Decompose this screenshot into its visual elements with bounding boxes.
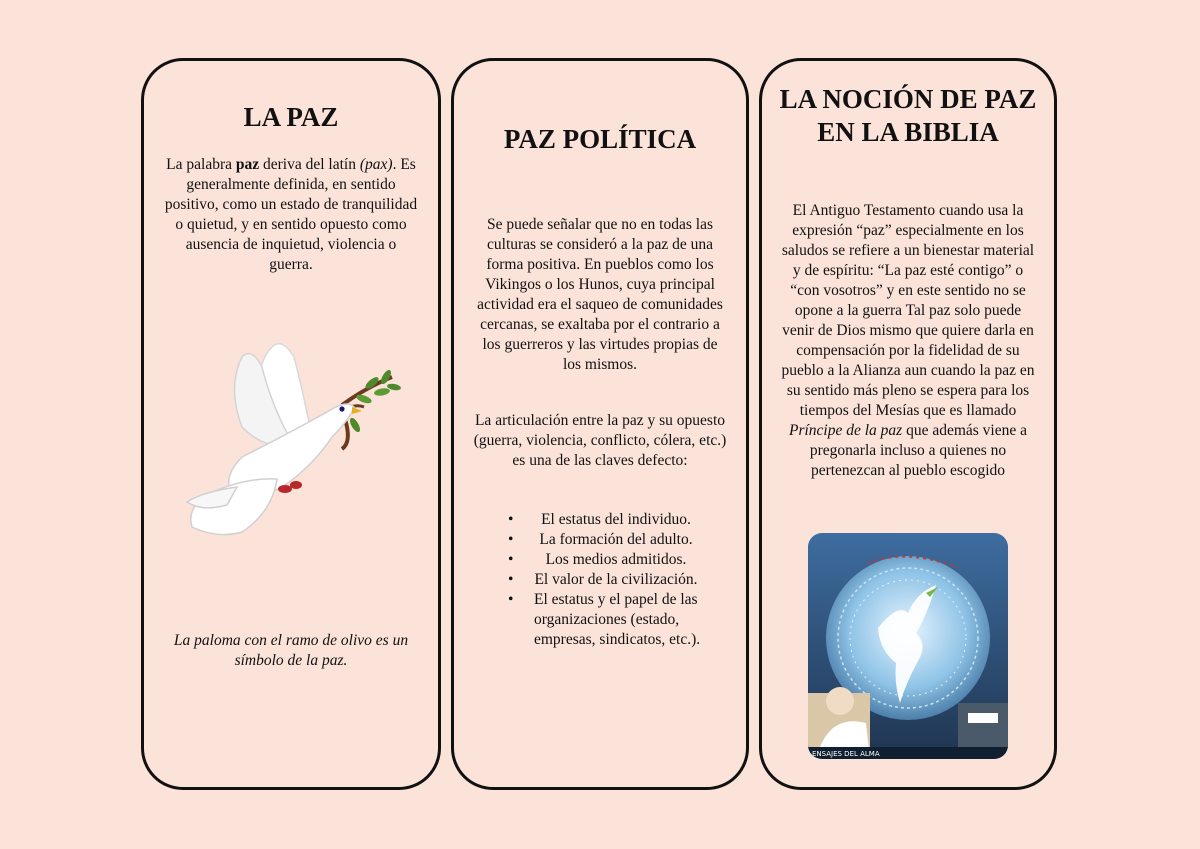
panel-title: LA NOCIÓN DE PAZ EN LA BIBLIA <box>779 84 1037 147</box>
bullet-list <box>494 510 726 650</box>
bullet-icon: • <box>508 531 514 548</box>
panel-paz-en-la-biblia <box>759 58 1057 790</box>
text-segment: deriva del latín <box>259 156 360 173</box>
panel-la-paz <box>141 58 441 790</box>
panel-body-text <box>778 201 1038 481</box>
italic-term: Príncipe de la paz <box>788 422 903 439</box>
dove-caption: La paloma con el ramo de olivo es un símbolo de la paz. <box>173 632 409 669</box>
panel-title: PAZ POLÍTICA <box>503 124 697 154</box>
bullet-icon: • <box>508 551 514 568</box>
list-item-text: El estatus del individuo. <box>541 511 691 528</box>
list-item-text: El estatus y el papel de las organizaciones (estado, empresas, sindicatos, etc.). <box>534 591 701 648</box>
bullet-icon: • <box>508 591 514 608</box>
dove-icon <box>182 327 407 547</box>
peace-artwork-image <box>808 533 1008 759</box>
image-caption-text: ENSAJES DEL ALMA <box>812 750 880 758</box>
dove-over-globe-icon <box>808 533 1008 759</box>
text-segment: El Antiguo Testamento cuando usa la expresión “paz” especialmente en los saludos se refiere a un bienestar material y de espíritu: “La paz esté contigo” o “con vosotros” y en este sentido no se opone a la guerra Tal paz solo puede venir de Dios mismo que quiere darla en compensación por la fidelidad de su pueblo a la Alianza aun cuando la paz en su sentido más pleno se espera para los tiempos del Mesías que es llamado <box>781 202 1035 419</box>
list-item <box>494 530 726 550</box>
text-segment: . Es generalmente definida, en sentido positivo, como un estado de tranquilidad o quietud, y en sentido opuesto como ausencia de inquietud, violencia o guerra. <box>164 156 418 273</box>
text-segment: que además viene a pregonarla incluso a quienes no pertenezcan al pueblo escogido <box>809 422 1028 479</box>
bold-term: paz <box>235 156 260 173</box>
list-item <box>494 590 726 650</box>
italic-term: (pax) <box>359 156 393 173</box>
panel-body-text <box>164 155 418 275</box>
text-segment: La palabra <box>166 156 236 173</box>
panel-title: LA PAZ <box>243 102 339 132</box>
bullet-icon: • <box>508 571 514 588</box>
bullet-icon: • <box>508 511 514 528</box>
list-item-text: La formación del adulto. <box>539 531 693 548</box>
paragraph-articulation: La articulación entre la paz y su opuesto (guerra, violencia, conflicto, cólera, etc.) es una de las claves defecto: <box>473 412 727 469</box>
list-item <box>494 510 726 530</box>
panel-paz-politica <box>451 58 749 790</box>
paragraph-cultures: Se puede señalar que no en todas las culturas se consideró a la paz de una forma positiva. En pueblos como los Vikingos o los Hunos, cuya principal actividad era el saqueo de comunidades cercanas, se exaltaba por el contrario a los guerreros y las virtudes propias de los mismos. <box>477 216 723 373</box>
list-item-text: El valor de la civilización. <box>534 571 698 588</box>
list-item-text: Los medios admitidos. <box>545 551 687 568</box>
list-item <box>494 570 726 590</box>
list-item <box>494 550 726 570</box>
